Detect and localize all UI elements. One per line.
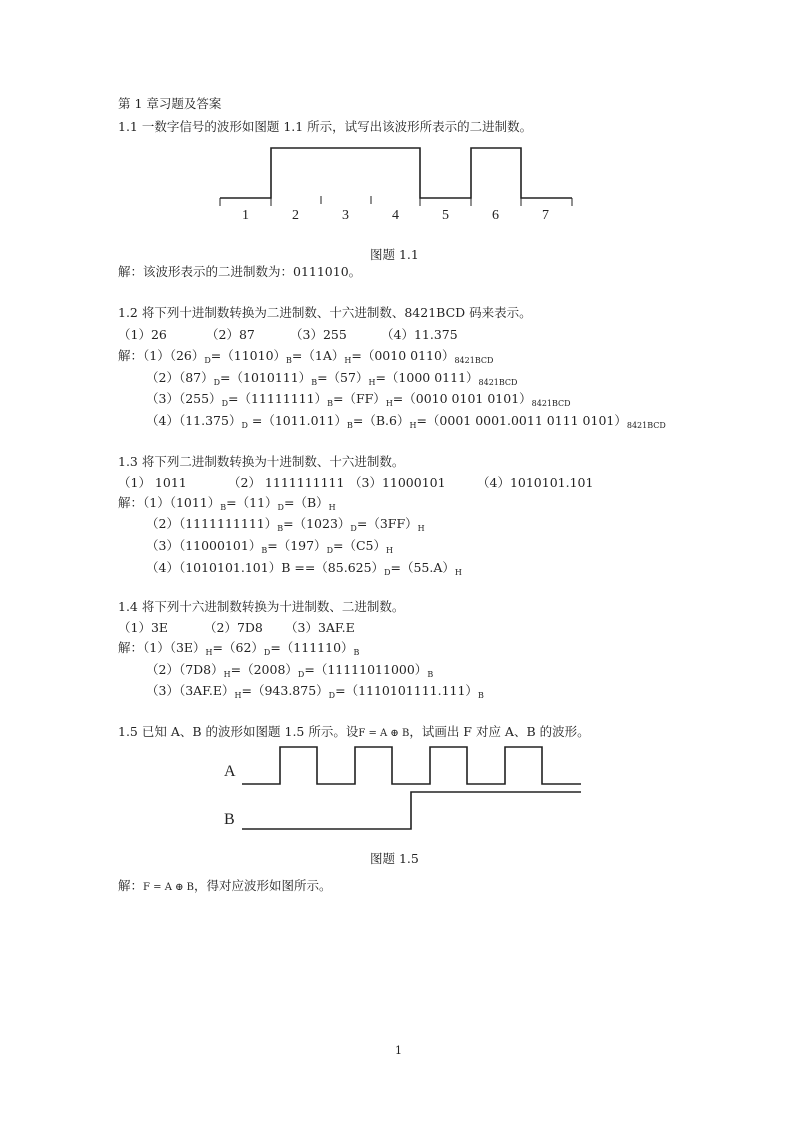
base-subscript: H (385, 399, 393, 408)
waveform-1-1 (220, 148, 572, 198)
question-1-3: 1.3 将下列二进制数转换为十进制数、十六进制数。 (118, 454, 405, 469)
base-subscript: H (344, 356, 352, 365)
bit-label: 3 (342, 208, 349, 223)
item: （4）1010101.101 (477, 475, 594, 490)
base-subscript: D (350, 524, 357, 533)
base-subscript: 8421BCD (454, 356, 494, 365)
answer-text: =（1110101111.111） (335, 683, 478, 698)
base-subscript: H (385, 546, 393, 555)
page-number: 1 (395, 1044, 402, 1057)
answer-text: =（2008） (230, 662, 298, 677)
answer-text: ，得对应波形如图所示。 (194, 878, 332, 893)
answer-text: （2）（7D8） (146, 662, 224, 677)
base-subscript: H (409, 421, 417, 430)
item: （4）11.375 (381, 327, 458, 342)
bit-label: 6 (492, 208, 499, 223)
answer-text: =（57） (317, 370, 369, 385)
base-subscript: H (328, 503, 336, 512)
answer-line (146, 662, 433, 683)
answer-text: =（62） (212, 640, 264, 655)
answer-text: =（197） (267, 538, 327, 553)
base-subscript: B (427, 670, 434, 679)
answer-text: =（111110） (270, 640, 354, 655)
item: （2）7D8 (204, 620, 263, 635)
answer-text: =（11010） (210, 348, 287, 363)
answer-text: （4）（11.375） (146, 413, 242, 428)
base-subscript: D (241, 421, 248, 430)
answer-line (146, 370, 517, 391)
question-1-5-part-a: 1.5 已知 A、B 的波形如图题 1.5 所示。设 (118, 724, 359, 739)
question-1-5 (118, 724, 590, 742)
answer-text: =（1011.011） (247, 413, 347, 428)
answer-line (146, 516, 425, 537)
base-subscript: B (286, 356, 292, 365)
answer-text: =（C5） (332, 538, 386, 553)
waveform-a (242, 747, 581, 784)
answer-text: =（0001 0001.0011 0111 0101） (416, 413, 627, 428)
answer-text: =（1023） (283, 516, 351, 531)
answer-text: =（943.875） (241, 683, 329, 698)
answer-text: =（0010 0101 0101） (392, 391, 532, 406)
answer-line (118, 348, 493, 369)
question-1-5-part-b: ，试画出 F 对应 A、B 的波形。 (409, 724, 590, 739)
base-subscript: D (384, 568, 391, 577)
answer-line (146, 560, 462, 581)
signal-label-b: B (224, 811, 235, 828)
waveform-b (242, 792, 581, 829)
chapter-title: 第 1 章习题及答案 (118, 96, 222, 111)
answer-text: =（3FF） (356, 516, 418, 531)
formula: F = A ⊕ B (358, 728, 410, 739)
base-subscript: B (353, 648, 360, 657)
answer-line (118, 640, 359, 661)
answer-text: =（55.A） (390, 560, 455, 575)
base-subscript: H (205, 648, 213, 657)
item: （2）87 (206, 327, 255, 342)
answer-text: =（1A） (291, 348, 345, 363)
answer-text: =（11111011000） (304, 662, 428, 677)
answer-text: 解：（1）（3E） (118, 640, 206, 655)
base-subscript: H (223, 670, 231, 679)
base-subscript: B (477, 691, 484, 700)
answer-1-5 (118, 878, 332, 896)
base-subscript: 8421BCD (531, 399, 571, 408)
answer-text: =（0010 0110） (351, 348, 455, 363)
bit-label: 7 (542, 208, 549, 223)
answer-text: （3）（11000101） (146, 538, 262, 553)
formula: F = A ⊕ B (143, 882, 194, 893)
answer-line (146, 413, 666, 434)
signal-label-a: A (224, 763, 236, 780)
answer-text: （3）（255） (146, 391, 222, 406)
answer-text: =（B.6） (352, 413, 410, 428)
figure-1-5-caption: 图题 1.5 (370, 851, 419, 866)
item: （1） 1011 (118, 475, 187, 490)
question-1-2: 1.2 将下列十进制数转换为二进制数、十六进制数、8421BCD 码来表示。 (118, 305, 532, 320)
base-subscript: 8421BCD (626, 421, 666, 430)
base-subscript: D (297, 670, 305, 679)
base-subscript: D (328, 691, 336, 700)
answer-text: 解：（1）（1011） (118, 495, 221, 510)
question-1-1: 1.1 一数字信号的波形如图题 1.1 所示，试写出该波形所表示的二进制数。 (118, 119, 533, 134)
base-subscript: D (263, 648, 271, 657)
base-subscript: D (221, 399, 228, 408)
bit-boundary-ticks (220, 196, 572, 206)
base-subscript: H (417, 524, 425, 533)
item: （3）11000101 (349, 475, 446, 490)
base-subscript: D (204, 356, 211, 365)
answer-text: =（1010111） (220, 370, 312, 385)
base-subscript: H (454, 568, 462, 577)
figure-1-1-caption: 图题 1.1 (370, 247, 419, 262)
answer-text: =（FF） (332, 391, 386, 406)
item: （1）26 (118, 327, 167, 342)
base-subscript: D (326, 546, 333, 555)
answer-line (146, 683, 484, 704)
base-subscript: H (234, 691, 242, 700)
item: （2） 1111111111 (228, 475, 345, 490)
answer-1-1: 解：该波形表示的二进制数为：0111010。 (118, 264, 362, 279)
answer-text: （3）（3AF.E） (146, 683, 235, 698)
answer-line (146, 391, 571, 412)
base-subscript: B (261, 546, 268, 555)
item: （3）255 (290, 327, 347, 342)
answer-text: =（11） (226, 495, 278, 510)
question-1-4: 1.4 将下列十六进制数转换为十进制数、二进制数。 (118, 599, 405, 614)
base-subscript: H (368, 378, 376, 387)
bit-label: 2 (292, 208, 299, 223)
base-subscript: B (277, 524, 284, 533)
base-subscript: B (220, 503, 227, 512)
base-subscript: D (213, 378, 221, 387)
answer-text: （2）（87） (146, 370, 214, 385)
answer-line (118, 495, 336, 516)
base-subscript: 8421BCD (478, 378, 518, 387)
item: （1）3E (118, 620, 169, 635)
bit-label: 1 (242, 208, 249, 223)
base-subscript: B (327, 399, 333, 408)
answer-line (146, 538, 393, 559)
answer-text: =（1000 0111） (375, 370, 479, 385)
base-subscript: D (277, 503, 284, 512)
bit-label: 5 (442, 208, 449, 223)
answer-text: （2）（1111111111） (146, 516, 278, 531)
answer-prefix: 解： (118, 878, 144, 893)
answer-text: =（11111111） (227, 391, 328, 406)
answer-text: 解：（1）（26） (118, 348, 205, 363)
bit-label: 4 (392, 208, 399, 223)
answer-text: =（B） (283, 495, 329, 510)
item: （3）3AF.E (285, 620, 355, 635)
answer-text: （4）（1010101.101）B ==（85.625） (146, 560, 385, 575)
base-subscript: B (346, 421, 353, 430)
base-subscript: B (311, 378, 318, 387)
